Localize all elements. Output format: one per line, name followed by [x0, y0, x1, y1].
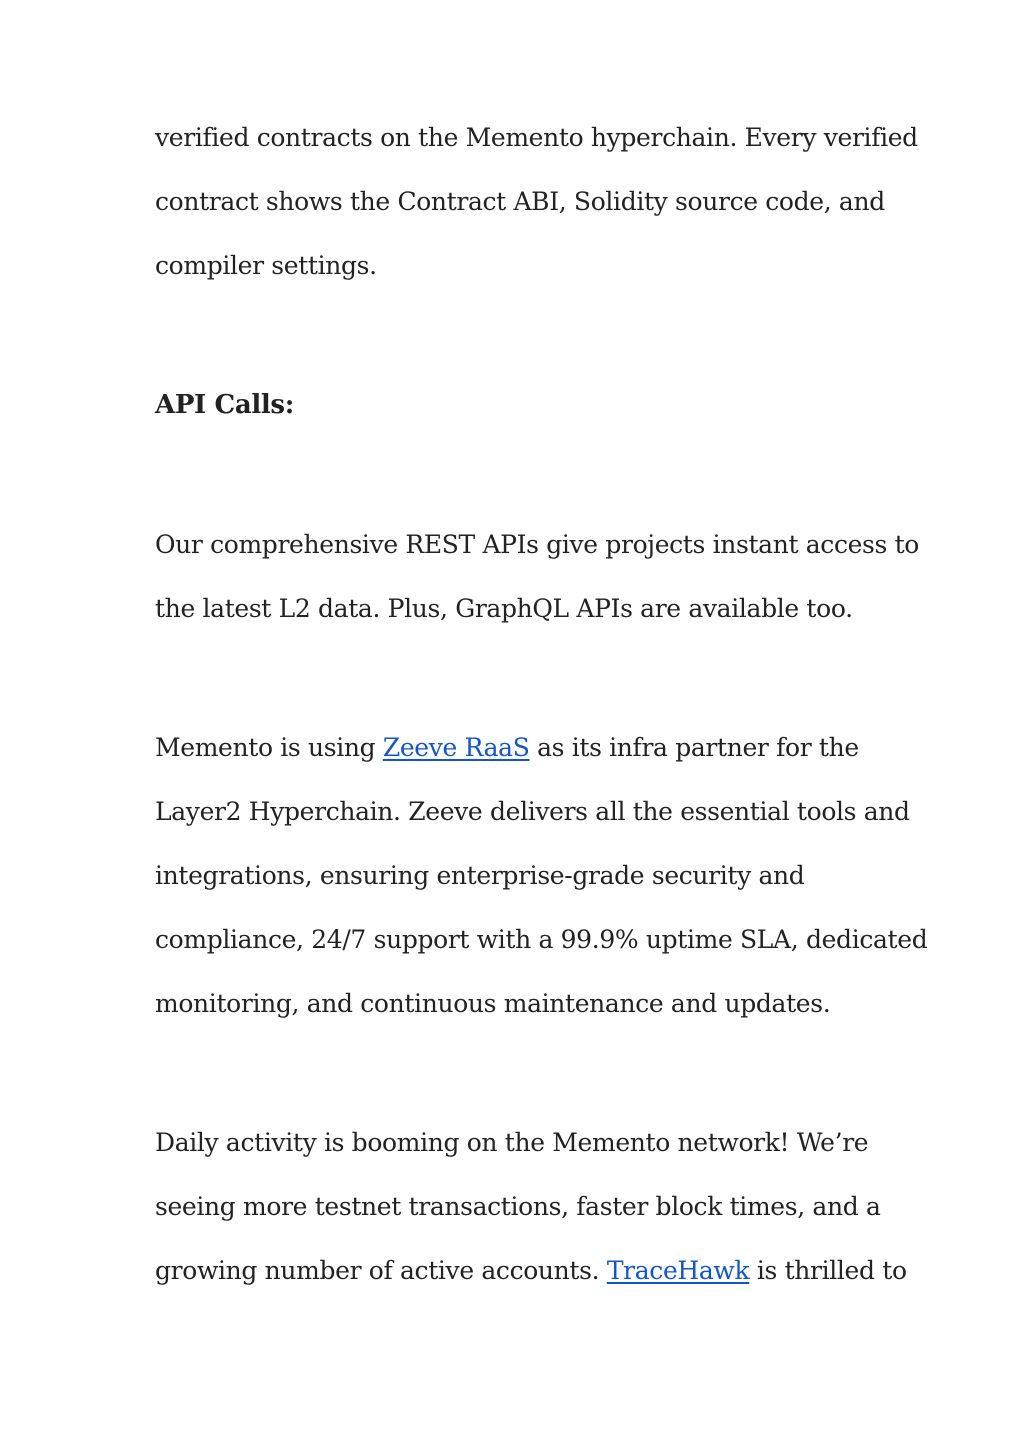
text-span: growing number of active accounts.	[155, 1256, 607, 1285]
text-span: as its infra partner for the	[529, 733, 859, 762]
paragraph-line: verified contracts on the Memento hyperchain. Every verified	[155, 123, 918, 152]
paragraph-line: compiler settings.	[155, 251, 377, 280]
text-span: is thrilled to	[749, 1256, 907, 1285]
paragraph-line: contract shows the Contract ABI, Solidity source code, and	[155, 187, 885, 216]
paragraph-line	[155, 732, 859, 764]
paragraph-line	[155, 1255, 907, 1287]
tracehawk-link[interactable]: TraceHawk	[606, 1256, 750, 1285]
paragraph-line: monitoring, and continuous maintenance and updates.	[155, 989, 831, 1018]
section-heading: API Calls:	[155, 390, 294, 420]
paragraph-line: Layer2 Hyperchain. Zeeve delivers all the essential tools and	[155, 797, 910, 826]
paragraph-line: Our comprehensive REST APIs give projects instant access to	[155, 530, 920, 559]
paragraph-line: Daily activity is booming on the Memento network! We’re	[155, 1128, 869, 1157]
paragraph-line: compliance, 24/7 support with a 99.9% uptime SLA, dedicated	[155, 925, 928, 954]
zeeve-raas-link[interactable]: Zeeve RaaS	[382, 733, 530, 762]
paragraph-line: the latest L2 data. Plus, GraphQL APIs are available too.	[155, 594, 853, 623]
paragraph-line: integrations, ensuring enterprise-grade security and	[155, 861, 805, 890]
paragraph-line: seeing more testnet transactions, faster block times, and a	[155, 1192, 881, 1221]
text-span: Memento is using	[155, 733, 383, 762]
